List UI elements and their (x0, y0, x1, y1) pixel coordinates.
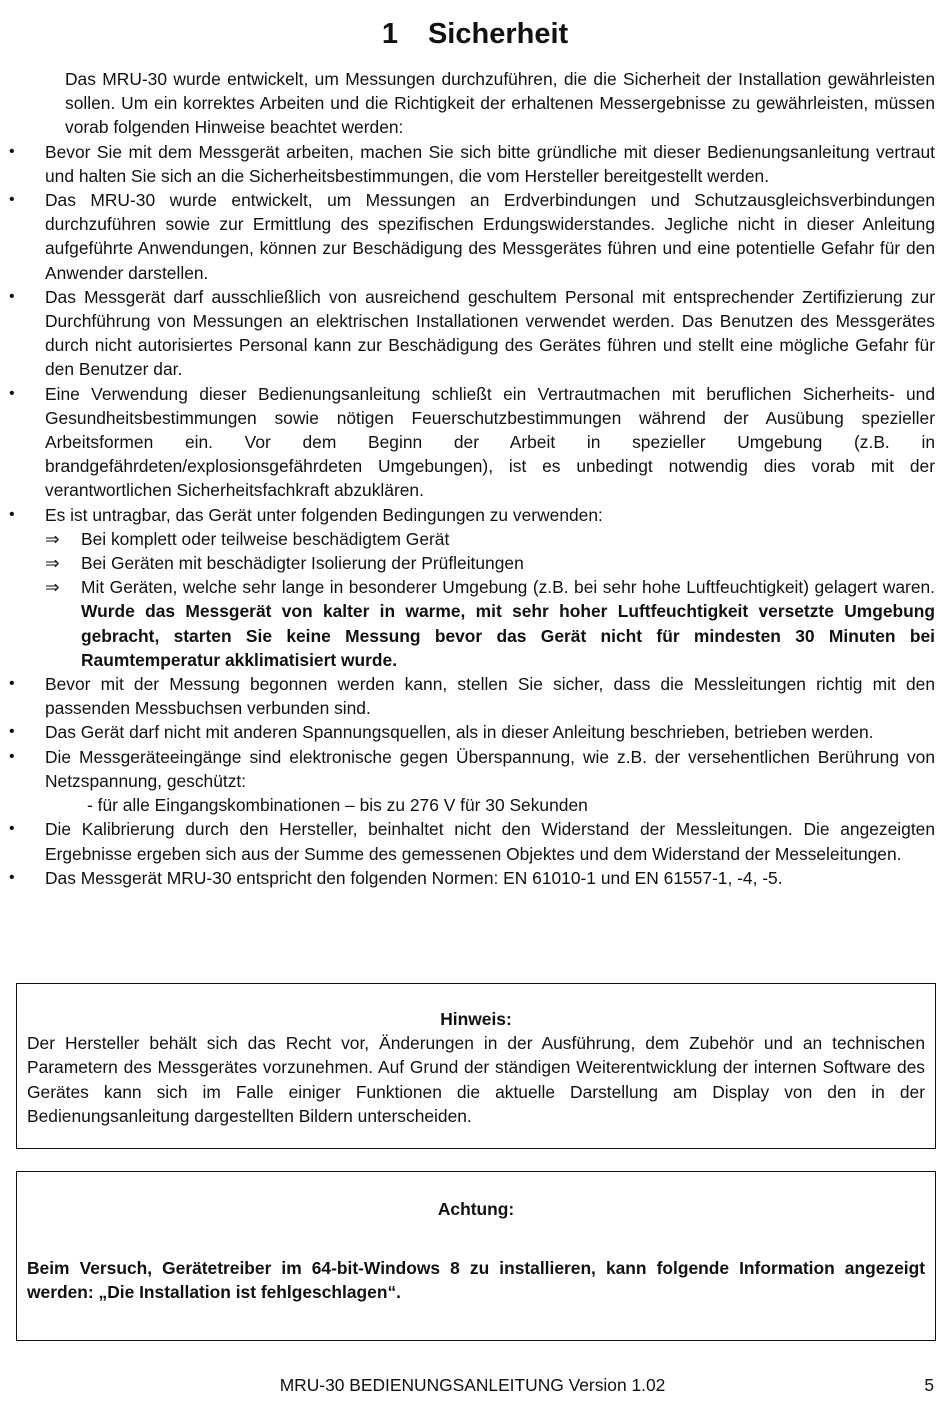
safety-item (9, 285, 935, 382)
safety-item-text: Das Messgerät MRU-30 entspricht den folgenden Normen: EN 61010-1 und EN 61557-1, -4, -5. (45, 867, 783, 888)
implies-arrow-icon: ⇒ (45, 528, 60, 549)
safety-item-text: Das MRU-30 wurde entwickelt, um Messungen an Erdverbindungen und Schutzausgleichsverbindungen durchzuführen sowie zur Ermittlung des spezifischen Erdungswiderstandes. Jegliche nicht in dieser Anleitung aufgeführte Anwendungen, können zur Beschädigung des Messgerätes führen und eine potentielle Gefahr für den Anwender darstellen. (45, 190, 935, 283)
bullet-icon: • (9, 820, 15, 838)
bullet-icon: • (9, 723, 15, 741)
safety-item-text: Bevor Sie mit dem Messgerät arbeiten, machen Sie sich bitte gründliche mit dieser Bedienungsanleitung vertraut und halten Sie sich an die Sicherheitsbestimmungen, die vom Hersteller bereitgestellt werden. (45, 141, 935, 186)
safety-item (9, 188, 935, 285)
chapter-number: 1 (381, 18, 398, 50)
safety-item-text: Die Kalibrierung durch den Hersteller, beinhaltet nicht den Widerstand der Messleitungen. Die angezeigten Ergebnisse ergeben sich aus der Summe des gemessenen Objektes und dem Widerstand der Messeleitungen. (45, 819, 935, 864)
page-footer (0, 1373, 950, 1399)
conditions-list (45, 527, 935, 672)
safety-item-text: Das Gerät darf nicht mit anderen Spannungsquellen, als in dieser Anleitung beschrieben, betrieben werden. (45, 722, 874, 743)
implies-arrow-icon: ⇒ (45, 577, 60, 598)
safety-item-text: Es ist untragbar, das Gerät unter folgenden Bedingungen zu verwenden: (45, 504, 603, 525)
safety-item (9, 817, 935, 865)
condition-text: Mit Geräten, welche sehr lange in besonderer Umgebung (z.B. bei sehr hohe Luftfeuchtigkeit) gelagert waren. (81, 577, 935, 598)
chapter-heading (0, 16, 950, 52)
bullet-icon: • (9, 747, 15, 765)
bullet-icon: • (9, 384, 15, 402)
implies-arrow-icon: ⇒ (45, 553, 60, 574)
bullet-icon: • (9, 287, 15, 305)
bullet-icon: • (9, 868, 15, 886)
hinweis-text: Der Hersteller behält sich das Recht vor, Änderungen in der Ausführung, dem Zubehör und an technischen Parametern des Messgerätes vorzunehmen. Auf Grund der ständigen Weiterentwicklung der internen Software des Gerätes kann sich im Falle einiger Funktionen die aktuelle Darstellung am Display von den in der Bedienungsanleitung dargestellten Bildern unterscheiden. (27, 1033, 925, 1126)
bullet-icon: • (9, 505, 15, 523)
achtung-text: Beim Versuch, Gerätetreiber im 64-bit-Windows 8 zu installieren, kann folgende Information angezeigt werden: „Die Installation ist fehlgeschlagen“. (27, 1258, 925, 1303)
condition-item (45, 527, 935, 551)
condition-item (45, 551, 935, 575)
chapter-title: Sicherheit (427, 18, 569, 50)
safety-section (0, 67, 950, 890)
bullet-icon: • (9, 675, 15, 693)
page-number: 5 (924, 1375, 934, 1395)
safety-item (9, 503, 935, 672)
hinweis-box (16, 983, 936, 1149)
safety-item (9, 745, 935, 818)
condition-item (45, 575, 935, 672)
intro-paragraph: Das MRU-30 wurde entwickelt, um Messungen durchzuführen, die die Sicherheit der Installation gewährleisten sollen. Um ein korrektes Arbeiten und die Richtigkeit der erhaltenen Messergebnisse zu gewährleisten, müssen vorab folgenden Hinweise beachtet werden: (65, 69, 935, 138)
condition-text: Bei komplett oder teilweise beschädigtem Gerät (81, 528, 450, 549)
achtung-title: Achtung: (437, 1199, 515, 1219)
overvoltage-note: - für alle Eingangskombinationen – bis zu 276 V für 30 Sekunden (87, 795, 588, 816)
achtung-box (16, 1171, 936, 1341)
safety-item-text: Bevor mit der Messung begonnen werden kann, stellen Sie sicher, dass die Messleitungen richtig mit den passenden Messbuchsen verbunden sind. (45, 674, 935, 719)
safety-item (9, 720, 935, 744)
footer-title: MRU-30 BEDIENUNGSANLEITUNG Version 1.02 (279, 1375, 666, 1395)
safety-item (9, 866, 935, 890)
safety-item-text: Die Messgeräteeingänge sind elektronische gegen Überspannung, wie z.B. der versehentlichen Berührung von Netzspannung, geschützt: (45, 746, 935, 791)
bullet-icon: • (9, 142, 15, 160)
safety-item (9, 140, 935, 188)
bullet-icon: • (9, 191, 15, 209)
hinweis-title: Hinweis: (440, 1009, 512, 1029)
condition-text: Bei Geräten mit beschädigter Isolierung der Prüfleitungen (81, 553, 524, 574)
safety-item (9, 382, 935, 503)
safety-item-text: Das Messgerät darf ausschließlich von ausreichend geschultem Personal mit entsprechender Zertifizierung zur Durchführung von Messungen an elektrischen Installationen verwendet werden. Das Benutzen des Messgerätes durch nicht autorisiertes Personal kann zur Beschädigung des Gerätes führen und stellt eine mögliche Gefahr für den Benutzer dar. (45, 286, 935, 380)
acclimatization-warning: Wurde das Messgerät von kalter in warme, mit sehr hoher Luftfeuchtigkeit versetzte Umgebung gebracht, starten Sie keine Messung bevor das Gerät nicht für mindesten 30 Minuten bei Raumtemperatur akklimatisiert wurde. (81, 601, 935, 670)
safety-item (9, 672, 935, 720)
safety-list (0, 140, 950, 890)
safety-item-text: Eine Verwendung dieser Bedienungsanleitung schließt ein Vertrautmachen mit beruflichen Sicherheits- und Gesundheitsbestimmungen sowie nötigen Feuerschutzbestimmungen während der Ausübung spezieller Arbeitsformen ein. Vor dem Beginn der Arbeit in spezieller Umgebung (z.B. in brandgefährdeten/explosionsgefährdeten Umgebungen), ist es unbedingt notwendig dies vorab mit der verantwortlichen Sicherheitsfachkraft abzuklären. (45, 383, 935, 501)
